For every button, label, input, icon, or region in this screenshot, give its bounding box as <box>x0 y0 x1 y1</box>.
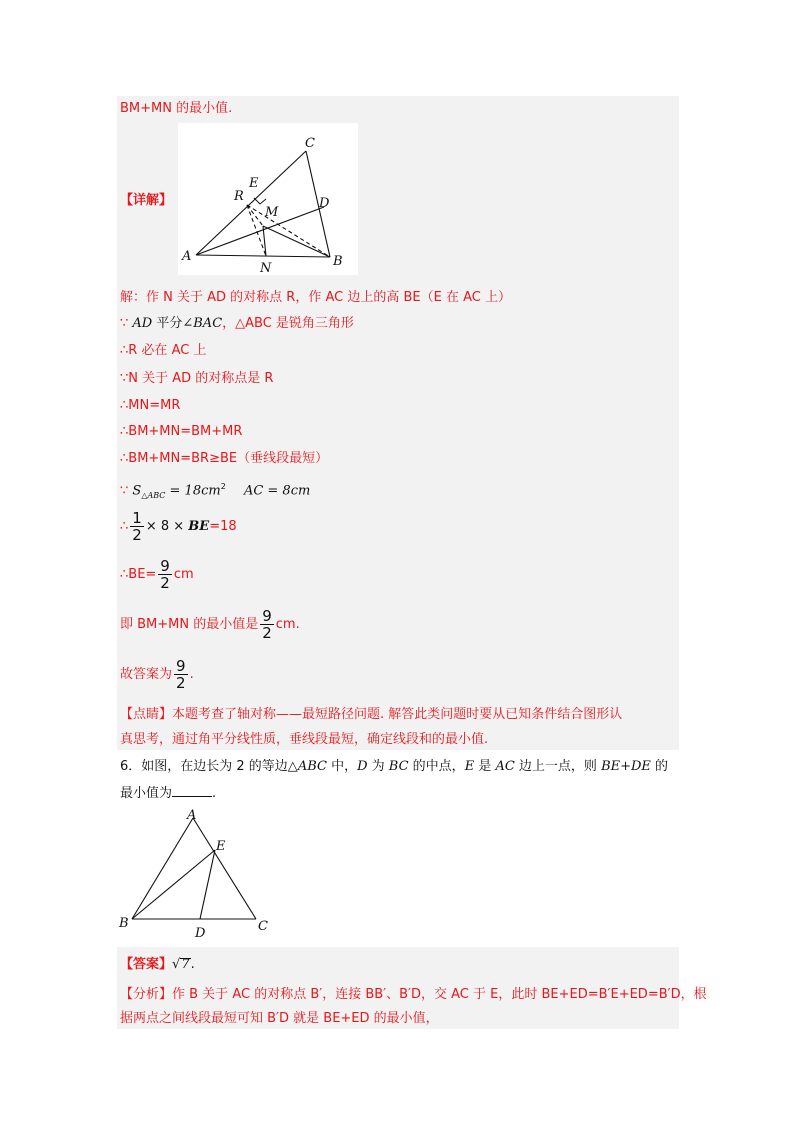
answer-blank[interactable] <box>172 784 212 797</box>
step-3: ∴R 必在 AC 上 <box>120 343 207 358</box>
figure-1-svg <box>178 123 358 275</box>
step-2-prefix: ∵ <box>120 316 133 331</box>
step-5: ∴MN=MR <box>120 398 181 413</box>
step-10-suffix: cm <box>173 567 194 582</box>
fraction-one-half: $\frac{1}{2}$ <box>132 509 142 544</box>
problem-6-line-1: 6．如图，在边长为 2 的等边△ABC 中，D 为 BC 的中点，E 是 AC 边上一点，则 BE+DE 的 <box>120 759 669 774</box>
step-2-ad: AD <box>132 316 153 331</box>
step-2-mid: 平分 <box>152 316 183 331</box>
step-2-suffix: ，△ABC 是锐角三角形 <box>222 316 354 331</box>
label-E: E <box>249 176 259 191</box>
label-C: C <box>258 919 268 934</box>
step-8-sup: 2 <box>220 482 226 491</box>
label-N: N <box>260 261 272 275</box>
label-E: E <box>216 839 226 854</box>
fraction-nine-halves: $\frac{9}{2}$ <box>160 557 170 592</box>
step-8-sub: △ABC <box>141 490 166 500</box>
step-9-prefix: ∴ <box>120 519 129 534</box>
step-8 <box>120 478 310 505</box>
step-6: ∴BM+MN=BM+MR <box>120 424 243 439</box>
step-11-prefix: 即 BM+MN 的最小值是 <box>120 617 259 632</box>
step-10 <box>120 557 194 593</box>
label-B: B <box>119 916 129 931</box>
text-line: BM+MN 的最小值. <box>120 101 233 116</box>
step-9-mid: × 8 × <box>145 519 185 534</box>
answer-label: 【答案】 <box>120 957 173 972</box>
label-C: C <box>305 136 315 151</box>
comment-line-1: 【点睛】本题考查了轴对称——最短路径问题. 解答此类问题时要从已知条件结合图形认 <box>120 707 623 722</box>
label-D: D <box>195 926 206 941</box>
fraction-nine-halves: $\frac{9}{2}$ <box>176 657 186 692</box>
step-8-s: S <box>132 483 142 499</box>
step-4: ∵N 关于 AD 的对称点是 R <box>120 371 274 386</box>
answer-suffix: . <box>190 957 195 972</box>
step-1: 解：作 N 关于 AD 的对称点 R，作 AC 边上的高 BE（E 在 AC 上） <box>120 290 511 305</box>
fraction-nine-halves: $\frac{9}{2}$ <box>262 607 272 642</box>
step-12 <box>120 657 194 693</box>
step-12-suffix: . <box>189 667 194 682</box>
step-9-suffix: =18 <box>209 519 237 534</box>
step-2-angle: ∠BAC <box>182 316 223 331</box>
comment-line-2: 真思考，通过角平分线性质，垂线段最短，确定线段和的最小值. <box>120 732 489 747</box>
label-A: A <box>187 808 197 823</box>
step-8-ac: AC = 8cm <box>243 483 311 499</box>
step-11-suffix: cm. <box>275 617 300 632</box>
step-9-be: BE <box>188 519 210 534</box>
figure-triangle-abc-1 <box>178 123 358 275</box>
figure-2-svg <box>115 806 280 946</box>
figure-triangle-abc-2 <box>115 806 280 946</box>
analysis-line-1: 【分析】作 B 关于 AC 的对称点 B′，连接 BB′、B′D，交 AC 于 E，此时 BE+ED=B′E+ED=B′D，根 <box>120 987 707 1002</box>
label-M: M <box>265 205 279 220</box>
step-12-prefix: 故答案为 <box>120 667 173 682</box>
step-8-prefix: ∵ <box>120 483 133 499</box>
step-10-prefix: ∴BE= <box>120 567 157 582</box>
step-9 <box>120 509 237 545</box>
step-7: ∴BM+MN=BR≥BE（垂线段最短） <box>120 451 329 466</box>
label-B: B <box>333 254 343 269</box>
step-2 <box>120 315 354 333</box>
label-R: R <box>234 189 244 204</box>
answer-line: 【答案】√7. <box>120 957 195 972</box>
label-A: A <box>182 249 192 264</box>
answer-radicand: 7 <box>181 957 190 972</box>
step-8-eq: = 18cm <box>165 483 221 499</box>
analysis-line-2: 据两点之间线段最短可知 B′D 就是 BE+ED 的最小值， <box>120 1011 439 1026</box>
problem-6-line-2: 最小值为 . <box>120 786 217 801</box>
detail-label: 【详解】 <box>120 193 173 208</box>
step-11 <box>120 607 300 643</box>
label-D: D <box>319 196 330 211</box>
